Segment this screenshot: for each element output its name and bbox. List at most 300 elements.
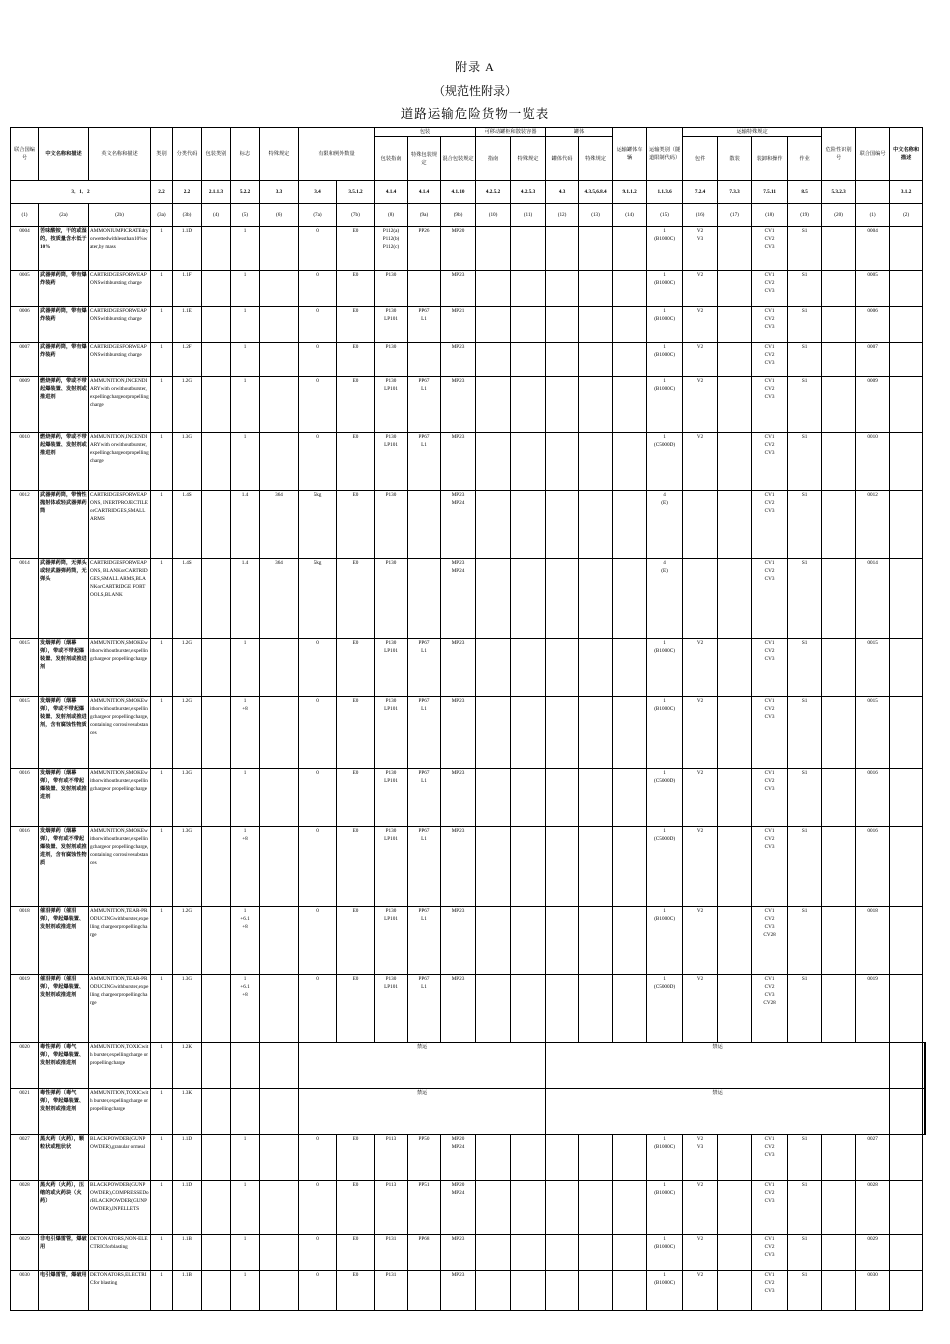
header-portable-tanks: 可移动罐柜和散装容器 xyxy=(476,128,546,137)
un-number: 0019 xyxy=(11,975,39,1043)
packing-instruction: P113 xyxy=(375,1135,408,1181)
column-number: (3b) xyxy=(173,204,202,227)
header-hazard-id: 危险性识别号 xyxy=(822,128,856,181)
limited-quantity: 0 xyxy=(299,377,337,433)
un-number-2: 0015 xyxy=(856,697,890,769)
special-packing: PP67 L1 xyxy=(408,377,441,433)
portable-tank-instruction xyxy=(476,769,511,827)
un-number-2: 0005 xyxy=(856,271,890,307)
packing-instruction: P130 xyxy=(375,343,408,377)
ref-cell: 2.2 xyxy=(151,181,173,204)
tank-code xyxy=(546,559,579,639)
class: 1 xyxy=(151,769,173,827)
special-provisions xyxy=(260,1089,299,1135)
chinese-name-2 xyxy=(924,1043,925,1089)
special-provisions xyxy=(260,769,299,827)
packing-instruction: P130 xyxy=(375,271,408,307)
header-packing-instructions: 包装指南 xyxy=(375,137,408,181)
excepted-quantity: E0 xyxy=(337,227,375,271)
un-number: 0021 xyxy=(11,1089,39,1135)
excepted-quantity: E0 xyxy=(337,827,375,907)
operation-provision: S1 xyxy=(788,1235,822,1271)
un-number: 0007 xyxy=(11,343,39,377)
labels xyxy=(231,1043,260,1089)
transport-category: 1 (B1000C) xyxy=(647,227,683,271)
tank-vehicle xyxy=(613,559,647,639)
chinese-name-2 xyxy=(890,227,923,271)
hazard-id xyxy=(822,433,856,491)
hazard-id xyxy=(822,307,856,343)
table-row xyxy=(11,227,926,271)
header-en-name: 英文名称和描述 xyxy=(89,128,151,181)
tank-special xyxy=(579,1235,613,1271)
un-number: 0020 xyxy=(11,1043,39,1089)
chinese-name: 燃烧弹药，带或不带起爆装置、发射剂或推进剂 xyxy=(39,433,89,491)
special-packing xyxy=(408,1271,441,1311)
excepted-quantity: E0 xyxy=(337,559,375,639)
bulk-provision xyxy=(718,827,752,907)
chinese-name-2 xyxy=(890,377,923,433)
ref-cell: 4.3.5,6.8.4 xyxy=(579,181,613,204)
packing-group xyxy=(202,1271,231,1311)
tank-vehicle xyxy=(613,433,647,491)
hazard-id xyxy=(822,343,856,377)
chinese-name: 黑火药（火药），颗粒状或粗状状 xyxy=(39,1135,89,1181)
tank-special xyxy=(579,975,613,1043)
english-name: DETONATORS,ELECTRICfor blasting xyxy=(89,1271,151,1311)
portable-tank-special xyxy=(511,639,546,697)
bulk-provision xyxy=(718,769,752,827)
transport-category: 1 (B1000C) xyxy=(647,1271,683,1311)
portable-tank-special xyxy=(511,975,546,1043)
mixed-packing: MP23 xyxy=(441,827,476,907)
special-packing: PP67 L1 xyxy=(408,975,441,1043)
reference-row xyxy=(11,181,926,204)
limited-quantity: 0 xyxy=(299,1181,337,1235)
loading-provision: CV1 CV2 CV3 CV28 xyxy=(752,975,788,1043)
tank-vehicle xyxy=(613,491,647,559)
packages-provision: V2 xyxy=(683,433,718,491)
un-number-2: 0006 xyxy=(856,307,890,343)
dangerous-goods-table xyxy=(10,127,926,1311)
labels: 1.4 xyxy=(231,491,260,559)
tank-special xyxy=(579,433,613,491)
transport-category: 1 (B1000C) xyxy=(647,343,683,377)
packing-group xyxy=(202,907,231,975)
operation-provision: S1 xyxy=(788,1271,822,1311)
chinese-name: 毒性弹药（毒气弹），带起爆装置、发射剂或推进剂 xyxy=(39,1089,89,1135)
portable-tank-special xyxy=(511,559,546,639)
tank-vehicle xyxy=(613,769,647,827)
packing-instruction: P131 xyxy=(375,1235,408,1271)
un-number-2: 0012 xyxy=(856,491,890,559)
tank-vehicle xyxy=(613,1235,647,1271)
un-number: 0005 xyxy=(11,271,39,307)
chinese-name: 武器弹药筒，带有爆炸装药 xyxy=(39,343,89,377)
operation-provision: S1 xyxy=(788,227,822,271)
column-number: (9b) xyxy=(441,204,476,227)
limited-quantity: 5kg xyxy=(299,491,337,559)
header-loading: 装卸和操作 xyxy=(752,137,788,181)
operation-provision: S1 xyxy=(788,907,822,975)
packing-instruction: P130 xyxy=(375,559,408,639)
operation-provision: S1 xyxy=(788,769,822,827)
un-number: 0012 xyxy=(11,491,39,559)
column-number: (9a) xyxy=(408,204,441,227)
mixed-packing: MP23 xyxy=(441,433,476,491)
tank-special xyxy=(579,227,613,271)
excepted-quantity: E0 xyxy=(337,639,375,697)
tank-special xyxy=(579,1181,613,1235)
classification-code: 1.3G xyxy=(173,769,202,827)
bulk-provision xyxy=(718,697,752,769)
chinese-name: 黑火药（火药），压缩的或火药块（火药） xyxy=(39,1181,89,1235)
portable-tank-instruction xyxy=(476,1135,511,1181)
special-packing: PP68 xyxy=(408,1235,441,1271)
english-name: DETONATORS,NON-ELECTRICforblasting xyxy=(89,1235,151,1271)
mixed-packing: MP20 MP24 xyxy=(441,1135,476,1181)
mixed-packing: MP23 xyxy=(441,769,476,827)
header-transport-category: 运输类别（隧道限制代码） xyxy=(647,128,683,181)
chinese-name-2 xyxy=(890,491,923,559)
column-number: (10) xyxy=(476,204,511,227)
class: 1 xyxy=(151,697,173,769)
class: 1 xyxy=(151,227,173,271)
classification-code: 1.1B xyxy=(173,1271,202,1311)
tank-vehicle xyxy=(613,343,647,377)
transport-category: 1 (C5000D) xyxy=(647,769,683,827)
ref-cell: 5.3.2.3 xyxy=(822,181,856,204)
portable-tank-instruction xyxy=(476,1235,511,1271)
chinese-name-2 xyxy=(890,1181,923,1235)
transport-category: 1 (C5000D) xyxy=(647,975,683,1043)
limited-quantity: 0 xyxy=(299,227,337,271)
english-name: AMMUNITION,SMOKEwithorwithoutburster,expellingchargeor propellingcharge xyxy=(89,639,151,697)
mixed-packing: MP23 xyxy=(441,271,476,307)
portable-tank-special xyxy=(511,271,546,307)
excepted-quantity: E0 xyxy=(337,1135,375,1181)
excepted-quantity: E0 xyxy=(337,1235,375,1271)
ref-cell: 4.1.4 xyxy=(375,181,408,204)
class: 1 xyxy=(151,307,173,343)
special-provisions xyxy=(260,343,299,377)
special-provisions xyxy=(260,697,299,769)
special-packing xyxy=(408,343,441,377)
tank-special xyxy=(579,769,613,827)
limited-quantity: 0 xyxy=(299,433,337,491)
un-number-2: 0029 xyxy=(856,1235,890,1271)
classification-code: 1.2K xyxy=(173,1043,202,1089)
operation-provision: S1 xyxy=(788,271,822,307)
hazard-id xyxy=(822,1235,856,1271)
un-number-2: 0016 xyxy=(856,769,890,827)
un-number: 0016 xyxy=(11,769,39,827)
tank-vehicle xyxy=(613,827,647,907)
ref-cell: 8.5 xyxy=(788,181,822,204)
mixed-packing: MP23 xyxy=(441,975,476,1043)
loading-provision: CV1 CV2 CV3 xyxy=(752,827,788,907)
un-number: 0006 xyxy=(11,307,39,343)
ref-cell: 1.1.3.6 xyxy=(647,181,683,204)
portable-tank-special xyxy=(511,433,546,491)
transport-category: 1 (C5000D) xyxy=(647,433,683,491)
ref-cell: 4.1.10 xyxy=(441,181,476,204)
excepted-quantity: E0 xyxy=(337,433,375,491)
tank-vehicle xyxy=(613,697,647,769)
chinese-name-2 xyxy=(890,697,923,769)
packages-provision: V2 xyxy=(683,639,718,697)
excepted-quantity: E0 xyxy=(337,377,375,433)
english-name: AMMUNITION,TEAR-PRODUCINGwithburster,expelling chargeorpropellingcharge xyxy=(89,975,151,1043)
operation-provision: S1 xyxy=(788,377,822,433)
labels: 1 xyxy=(231,377,260,433)
packing-instruction: P130 LP101 xyxy=(375,307,408,343)
limited-quantity: 0 xyxy=(299,1271,337,1311)
portable-tank-special xyxy=(511,697,546,769)
packages-provision: V2 V3 xyxy=(683,1135,718,1181)
header-tanks: 罐体 xyxy=(546,128,613,137)
chinese-name-2 xyxy=(890,559,923,639)
special-provisions xyxy=(260,433,299,491)
portable-tank-instruction xyxy=(476,639,511,697)
portable-tank-special xyxy=(511,227,546,271)
un-number: 0018 xyxy=(11,907,39,975)
transport-category: 1 (B1000C) xyxy=(647,639,683,697)
class: 1 xyxy=(151,1043,173,1089)
portable-tank-instruction xyxy=(476,491,511,559)
chinese-name-2 xyxy=(890,343,923,377)
table-row xyxy=(11,559,926,639)
un-number-2: 0016 xyxy=(856,827,890,907)
transport-category: 1 (B1000C) xyxy=(647,377,683,433)
chinese-name: 武器弹药筒，无弹头或轻武器弹药筒，无弹头 xyxy=(39,559,89,639)
portable-tank-special xyxy=(511,907,546,975)
classification-code: 1.3K xyxy=(173,1089,202,1135)
ref-cell: 4.1.4 xyxy=(408,181,441,204)
labels: 1 xyxy=(231,271,260,307)
packages-provision: V2 V3 xyxy=(683,227,718,271)
transport-category: 1 (B1000C) xyxy=(647,307,683,343)
chinese-name-2 xyxy=(890,1135,923,1181)
chinese-name-2 xyxy=(890,639,923,697)
classification-code: 1.2G xyxy=(173,377,202,433)
portable-tank-instruction xyxy=(476,307,511,343)
table-row xyxy=(11,377,926,433)
header-special-packing: 特殊包装规定 xyxy=(408,137,441,181)
excepted-quantity: E0 xyxy=(337,491,375,559)
hazard-id xyxy=(890,1043,923,1089)
operation-provision: S1 xyxy=(788,827,822,907)
header-row-1 xyxy=(11,128,926,137)
column-number: (1) xyxy=(856,204,890,227)
loading-provision: CV1 CV2 CV3 xyxy=(752,1235,788,1271)
table-row xyxy=(11,433,926,491)
forbidden-note: 禁运 xyxy=(546,1089,890,1135)
portable-tank-instruction xyxy=(476,1271,511,1311)
classification-code: 1.2F xyxy=(173,343,202,377)
mixed-packing: MP23 xyxy=(441,1235,476,1271)
transport-category: 1 (B1000C) xyxy=(647,697,683,769)
english-name: CARTRIDGESFORWEAPONSwithbursting charge xyxy=(89,307,151,343)
chinese-name: 毒性弹药（毒气弹），带起爆装置、发射剂或推进剂 xyxy=(39,1043,89,1089)
packages-provision: V2 xyxy=(683,1181,718,1235)
special-provisions: 364 xyxy=(260,559,299,639)
classification-code: 1.2G xyxy=(173,639,202,697)
tank-special xyxy=(579,491,613,559)
operation-provision: S1 xyxy=(788,1135,822,1181)
header-cn-name: 中文名称和描述 xyxy=(39,128,89,181)
english-name: AMMUNITION,SMOKEwithorwithoutburster,expellingchargeor propellingcharge,containing corrosivesubstances xyxy=(89,827,151,907)
header-un-no-2: 联合国编号 xyxy=(856,128,890,181)
packing-group xyxy=(202,491,231,559)
ref-cell: 4.2.5.2 xyxy=(476,181,511,204)
special-provisions xyxy=(260,1271,299,1311)
bulk-provision xyxy=(718,377,752,433)
chinese-name: 发烟弹药（烟幕弹），带或不带起爆装置、发射剂或推进剂，含有腐蚀性物质 xyxy=(39,697,89,769)
loading-provision: CV1 CV2 CV3 xyxy=(752,271,788,307)
portable-tank-special xyxy=(511,377,546,433)
un-number-2: 0004 xyxy=(856,227,890,271)
excepted-quantity: E0 xyxy=(337,307,375,343)
excepted-quantity: E0 xyxy=(337,1271,375,1311)
ref-cell: 3.3 xyxy=(260,181,299,204)
mixed-packing: MP21 xyxy=(441,307,476,343)
classification-code: 1.2G xyxy=(173,697,202,769)
special-provisions xyxy=(260,907,299,975)
classification-code: 1.3G xyxy=(173,975,202,1043)
packages-provision xyxy=(683,559,718,639)
header-tank-special-2: 特殊规定 xyxy=(579,137,613,181)
tank-special xyxy=(579,307,613,343)
header-bulk: 散装 xyxy=(718,137,752,181)
operation-provision: S1 xyxy=(788,307,822,343)
operation-provision: S1 xyxy=(788,343,822,377)
packages-provision: V2 xyxy=(683,769,718,827)
forbidden-note: 禁运 xyxy=(299,1043,546,1089)
classification-code: 1.1B xyxy=(173,1235,202,1271)
packages-provision: V2 xyxy=(683,377,718,433)
hazard-id xyxy=(822,1271,856,1311)
tank-special xyxy=(579,377,613,433)
hazard-id xyxy=(822,227,856,271)
column-number: (2b) xyxy=(89,204,151,227)
column-number: (7a) xyxy=(299,204,337,227)
packages-provision: V2 xyxy=(683,1271,718,1311)
classification-code: 1.3G xyxy=(173,827,202,907)
un-number-2: 0007 xyxy=(856,343,890,377)
special-packing: PP67 L1 xyxy=(408,433,441,491)
english-name: CARTRIDGESFORWEAPONS, BLANKorCARTRIDGES,SMALL ARMS,BLANKorCARTRIDGE FORTOOLS,BLANK xyxy=(89,559,151,639)
table-row xyxy=(11,1271,926,1311)
transport-category: 1 (B1000C) xyxy=(647,1181,683,1235)
chinese-name: 电引爆雷管，爆破用 xyxy=(39,1271,89,1311)
column-number: (6) xyxy=(260,204,299,227)
mixed-packing: MP23 MP24 xyxy=(441,491,476,559)
header-un-no: 联合国编号 xyxy=(11,128,39,181)
english-name: AMMUNITION,TOXICwith burster,expellingcharge orpropellingcharge xyxy=(89,1043,151,1089)
ref-cell: 5.2.2 xyxy=(231,181,260,204)
packing-instruction: P130 LP101 xyxy=(375,907,408,975)
portable-tank-special xyxy=(511,1135,546,1181)
excepted-quantity: E0 xyxy=(337,343,375,377)
class: 1 xyxy=(151,1089,173,1135)
classification-code: 1.1E xyxy=(173,307,202,343)
loading-provision: CV1 CV2 CV3 xyxy=(752,559,788,639)
labels: 1 +8 xyxy=(231,697,260,769)
special-provisions xyxy=(260,271,299,307)
mixed-packing: MP23 xyxy=(441,343,476,377)
un-number-2: 0015 xyxy=(856,639,890,697)
special-provisions xyxy=(260,1235,299,1271)
chinese-name-2 xyxy=(890,271,923,307)
tank-special xyxy=(579,697,613,769)
portable-tank-special xyxy=(511,491,546,559)
header-tank-instructions: 指南 xyxy=(476,137,511,181)
table-body xyxy=(11,181,926,1311)
tank-vehicle xyxy=(613,377,647,433)
excepted-quantity: E0 xyxy=(337,769,375,827)
classification-code: 1.1D xyxy=(173,227,202,271)
classification-code: 1.2G xyxy=(173,907,202,975)
tank-vehicle xyxy=(613,975,647,1043)
tank-vehicle xyxy=(613,307,647,343)
tank-code xyxy=(546,1271,579,1311)
loading-provision: CV1 CV2 CV3 xyxy=(752,697,788,769)
bulk-provision xyxy=(718,639,752,697)
column-number: (19) xyxy=(788,204,822,227)
portable-tank-special xyxy=(511,827,546,907)
column-number: (14) xyxy=(613,204,647,227)
hazard-id xyxy=(822,377,856,433)
tank-special xyxy=(579,827,613,907)
operation-provision: S1 xyxy=(788,639,822,697)
table-row xyxy=(11,1181,926,1235)
header-special-provisions: 特殊规定 xyxy=(260,128,299,181)
table-row xyxy=(11,827,926,907)
mixed-packing: MP23 xyxy=(441,1271,476,1311)
class: 1 xyxy=(151,491,173,559)
loading-provision: CV1 CV2 CV3 xyxy=(752,377,788,433)
english-name: AMMUNITION,TEAR-PRODUCINGwithburster,expelling chargeorpropellingcharge xyxy=(89,907,151,975)
special-packing: PP67 L1 xyxy=(408,907,441,975)
table-row xyxy=(11,907,926,975)
limited-quantity: 0 xyxy=(299,639,337,697)
tank-code xyxy=(546,271,579,307)
loading-provision: CV1 CV2 CV3 xyxy=(752,639,788,697)
portable-tank-instruction xyxy=(476,559,511,639)
special-provisions xyxy=(260,1181,299,1235)
loading-provision: CV1 CV2 CV3 xyxy=(752,1135,788,1181)
column-number: (18) xyxy=(752,204,788,227)
column-number: (7b) xyxy=(337,204,375,227)
header-packing-group: 包装类别 xyxy=(202,128,231,181)
ref-cell: 3.5.1.2 xyxy=(337,181,375,204)
tank-code xyxy=(546,907,579,975)
class: 1 xyxy=(151,343,173,377)
mixed-packing: MP23 xyxy=(441,907,476,975)
table-row xyxy=(11,491,926,559)
special-provisions xyxy=(260,1135,299,1181)
limited-quantity: 0 xyxy=(299,1135,337,1181)
special-packing: PP51 xyxy=(408,1181,441,1235)
chinese-name: 催泪弹药（催泪弹），带起爆装置、发射剂或推进剂 xyxy=(39,907,89,975)
table-title: 道路运输危险货物一览表 xyxy=(400,107,550,121)
labels: 1 xyxy=(231,639,260,697)
un-number: 0015 xyxy=(11,697,39,769)
tank-vehicle xyxy=(613,227,647,271)
classification-code: 1.1F xyxy=(173,271,202,307)
forbidden-note: 禁运 xyxy=(299,1089,546,1135)
